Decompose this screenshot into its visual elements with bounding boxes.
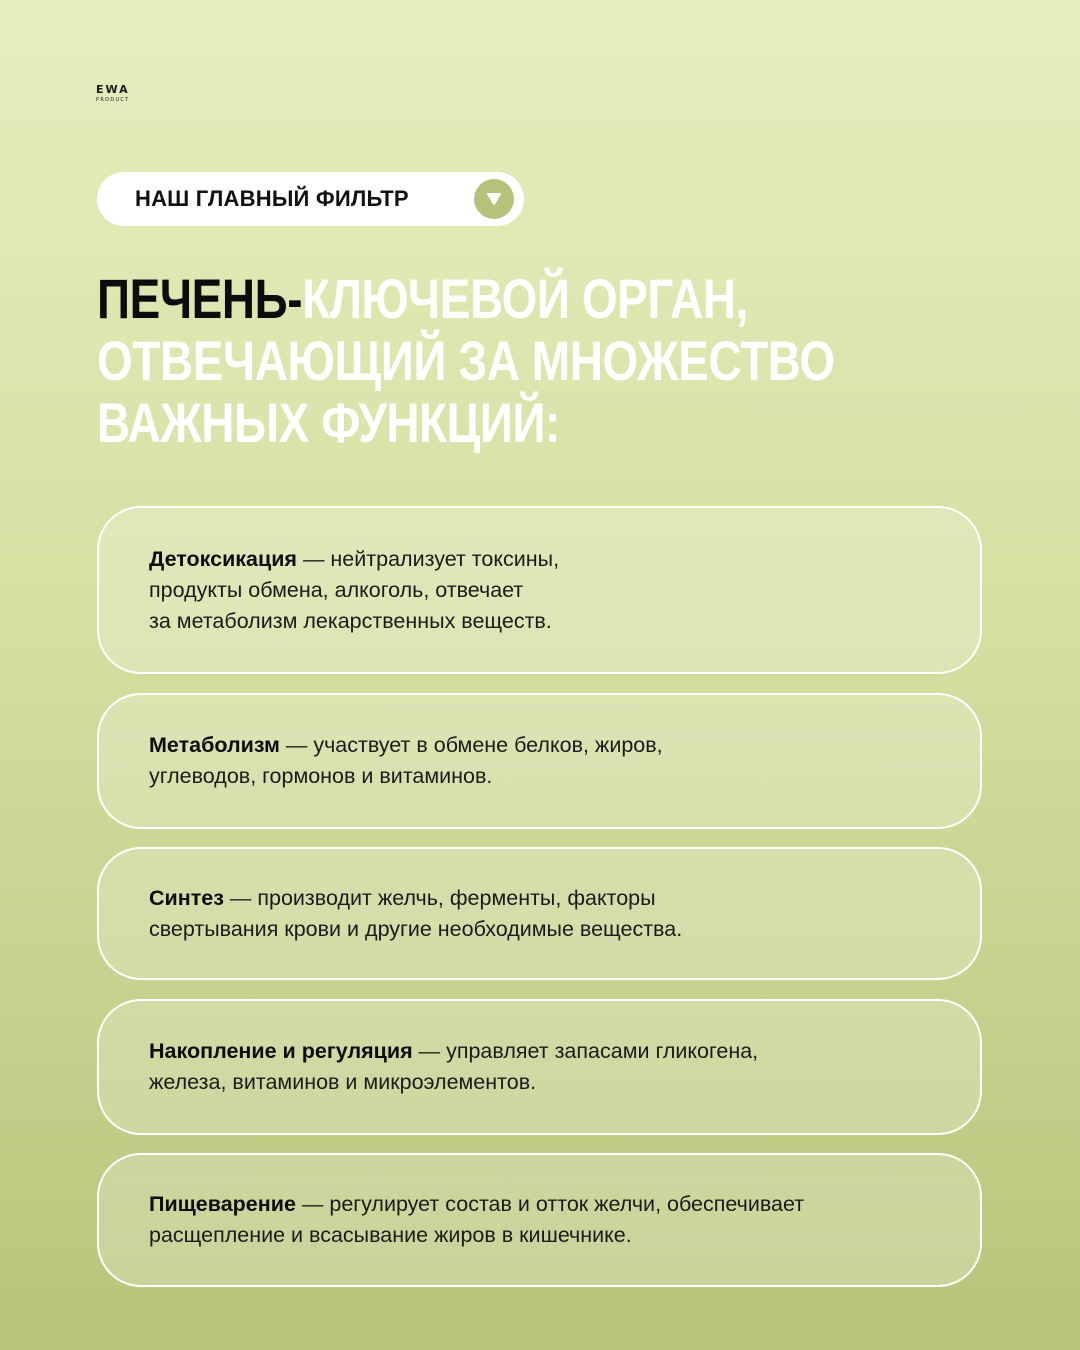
headline-light-line-3: ВАЖНЫХ ФУНКЦИЙ: <box>97 391 560 454</box>
function-desc-line-3: за метаболизм лекарственных веществ. <box>149 608 552 633</box>
function-desc-line-1: — регулирует состав и отток желчи, обеспечивает <box>295 1192 805 1216</box>
function-card-storage-regulation <box>97 999 982 1135</box>
function-term: Накопление и регуляция <box>149 1039 413 1063</box>
function-desc-line-1: — производит желчь, ферменты, факторы <box>223 885 656 910</box>
function-term: Синтез <box>149 885 224 910</box>
function-term: Детоксикация <box>149 546 297 571</box>
function-desc-line-2: железа, витаминов и микроэлементов. <box>149 1070 537 1094</box>
logo-subtitle: PRODUCT <box>96 97 130 103</box>
function-text <box>149 1036 758 1098</box>
headline-light-line-1: КЛЮЧЕВОЙ ОРГАН, <box>302 267 748 330</box>
function-term: Метаболизм <box>149 733 280 757</box>
page-headline <box>97 268 835 454</box>
section-tag-pill <box>97 172 524 226</box>
function-card-synthesis <box>97 847 982 980</box>
function-desc-line-2: углеводов, гормонов и витаминов. <box>149 764 493 788</box>
section-tag-label: НАШ ГЛАВНЫЙ ФИЛЬТР <box>135 186 409 211</box>
logo-wordmark: EWA <box>96 83 130 96</box>
headline-dark-part: ПЕЧЕНЬ- <box>97 267 303 330</box>
function-card-metabolism <box>97 693 982 829</box>
function-text <box>149 883 682 945</box>
triangle-down-glyph <box>486 192 502 206</box>
function-text <box>149 730 663 792</box>
function-card-digestion <box>97 1153 982 1287</box>
function-text <box>149 1189 804 1251</box>
function-desc-line-1: — нейтрализует токсины, <box>296 546 560 571</box>
function-desc-line-2: свертывания крови и другие необходимые вещества. <box>149 916 683 941</box>
function-desc-line-2: расщепление и всасывание жиров в кишечнике. <box>149 1223 632 1247</box>
function-term: Пищеварение <box>149 1192 296 1216</box>
function-card-detox <box>97 506 982 674</box>
function-desc-line-1: — участвует в обмене белков, жиров, <box>279 733 663 757</box>
headline-light-line-2: ОТВЕЧАЮЩИЙ ЗА МНОЖЕСТВО <box>97 329 835 392</box>
triangle-down-icon <box>474 179 514 219</box>
brand-logo <box>96 84 154 108</box>
function-desc-line-2: продукты обмена, алкоголь, отвечает <box>149 577 524 602</box>
function-text <box>149 544 559 637</box>
function-desc-line-1: — управляет запасами гликогена, <box>412 1039 759 1063</box>
